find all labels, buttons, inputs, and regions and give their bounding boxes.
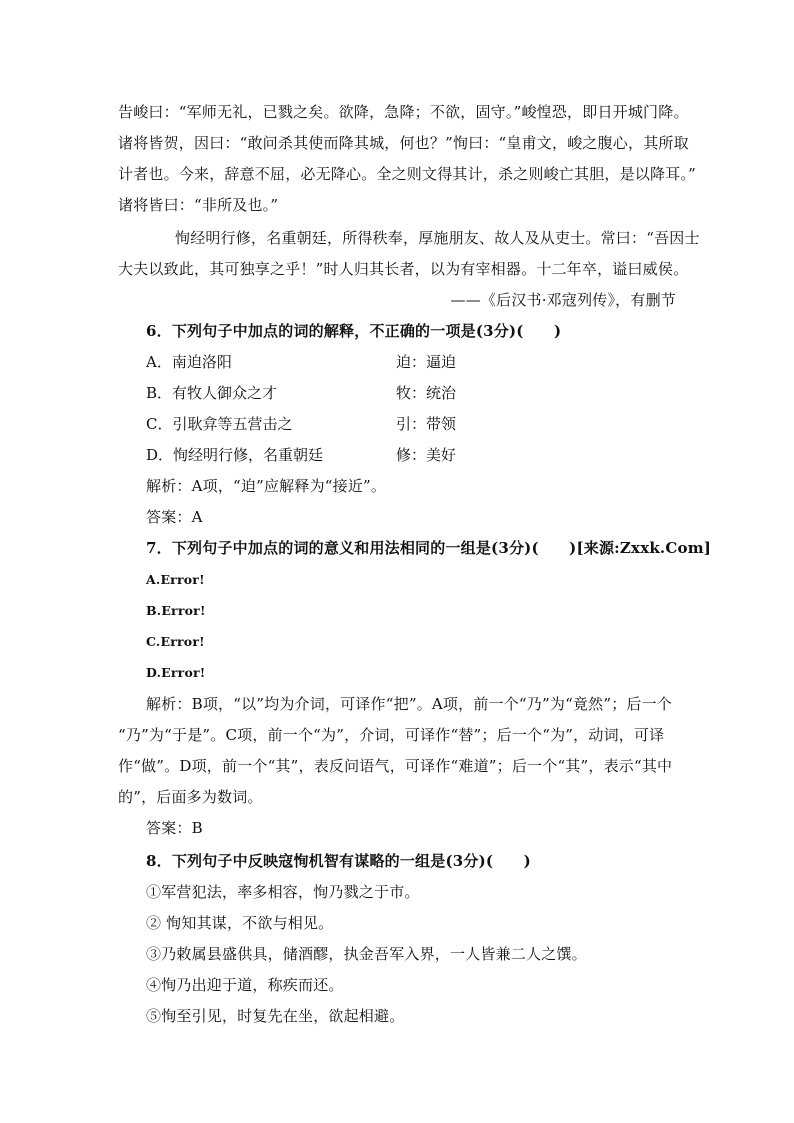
question-8-stem: 8．下列句子中反映寇恂机智有谋略的一组是(3分)( )	[146, 852, 531, 870]
q7-option-d: D.Error!	[146, 665, 206, 680]
q6-answer: 答案：A	[146, 508, 203, 526]
passage-line: 大夫以致此，其可独享之乎！”时人归其长者，以为有宰相器。十二年卒，谥曰威侯。	[118, 260, 689, 278]
question-6-stem: 6．下列句子中加点的词的解释，不正确的一项是(3分)( )	[146, 322, 562, 340]
q7-analysis-line: 的”，后面多为数词。	[118, 788, 263, 806]
q6-option-a-gloss: 迫：逼迫	[396, 353, 457, 371]
q6-option-c-gloss: 引：带领	[396, 415, 457, 433]
passage-line: 恂经明行修，名重朝廷，所得秩奉，厚施朋友、故人及从吏士。常曰：“吾因士	[175, 229, 700, 247]
q8-item: ⑤恂至引见，时复先在坐，欲起相避。	[146, 1007, 405, 1025]
q8-item: ② 恂知其谋，不欲与相见。	[146, 914, 334, 932]
q6-option-c: C．引耿弇等五营击之	[146, 415, 293, 433]
q6-option-b: B．有牧人御众之才	[146, 384, 278, 402]
q7-option-c: C.Error!	[146, 634, 205, 649]
q7-analysis-line: 解析：B项，“以”均为介词，可译作“把”。A项，前一个“乃”为“竟然”；后一个	[146, 695, 673, 713]
q8-item: ①军营犯法，率多相容，恂乃戮之于市。	[146, 883, 420, 901]
passage-line: 诸将皆贺，因曰：“敢问杀其使而降其城，何也？”恂曰：“皇甫文，峻之腹心，其所取	[118, 134, 689, 152]
q7-analysis-line: 作“做”。D项，前一个“其”，表反问语气，可译作“难道”；后一个“其”，表示“其中	[118, 757, 673, 775]
q8-item: ④恂乃出迎于道，称疾而还。	[146, 976, 344, 994]
passage-source: ——《后汉书·邓寇列传》，有删节	[450, 291, 676, 309]
q6-analysis: 解析：A项，“迫”应解释为“接近”。	[146, 477, 387, 495]
passage-line: 计者也。今来，辞意不屈，必无降心。全之则文得其计，杀之则峻亡其胆，是以降耳。”	[118, 165, 696, 183]
q7-analysis-line: “乃”为“于是”。C项，前一个“为”，介词，可译作“替”；后一个“为”，动词，可译	[118, 726, 665, 744]
q6-option-d-gloss: 修：美好	[396, 446, 457, 464]
q8-item: ③乃敕属县盛供具，储酒醪，执金吾军入界，一人皆兼二人之馔。	[146, 945, 587, 963]
passage-line: 诸将皆曰：“非所及也。”	[118, 196, 279, 214]
q7-option-b: B.Error!	[146, 603, 206, 618]
q6-option-b-gloss: 牧：统治	[396, 384, 457, 402]
q6-option-d: D．恂经明行修，名重朝廷	[146, 446, 324, 464]
q6-option-a: A．南迫洛阳	[146, 353, 232, 371]
q7-option-a: A.Error!	[146, 572, 205, 587]
question-7-stem: 7．下列句子中加点的词的意义和用法相同的一组是(3分)( )[来源:Zxxk.Com]	[146, 539, 712, 557]
q7-answer: 答案：B	[146, 819, 203, 837]
passage-line: 告峻曰：“军师无礼，已戮之矣。欲降，急降；不欲，固守。”峻惶恐，即日开城门降。	[118, 103, 689, 121]
